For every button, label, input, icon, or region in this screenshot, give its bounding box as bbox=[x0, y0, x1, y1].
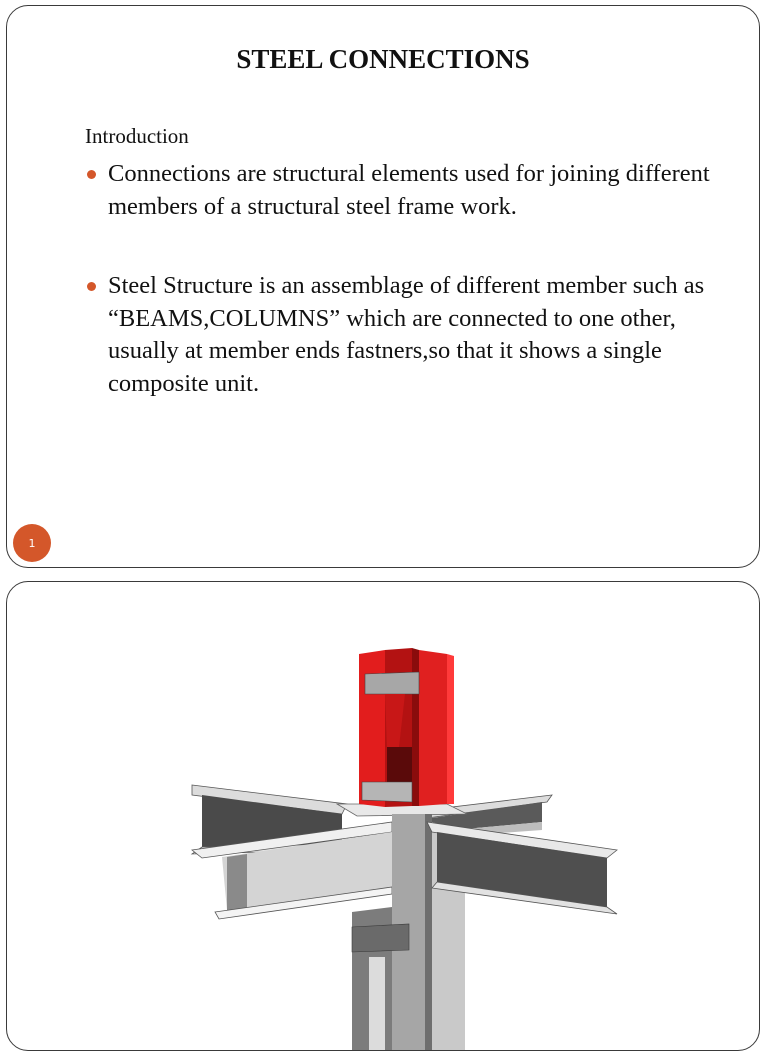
slide-number-badge: 1 bbox=[13, 524, 51, 562]
slide-title: STEEL CONNECTIONS bbox=[236, 44, 530, 74]
bullet-dot-icon bbox=[87, 282, 96, 291]
slide-subtitle: Introduction bbox=[85, 124, 189, 148]
bullet-dot-icon bbox=[87, 170, 96, 179]
bullet-item bbox=[85, 270, 745, 400]
bullet-text: Steel Structure is an assemblage of different member such as “BEAMS,COLUMNS” which are connected to one other, usually at member ends fastners,so that it shows a single composite unit. bbox=[108, 272, 705, 397]
slide-2 bbox=[6, 581, 760, 1051]
slide-1 bbox=[6, 5, 760, 568]
bullet-list bbox=[85, 158, 745, 400]
red-column bbox=[359, 648, 454, 807]
bullet-text: Connections are structural elements used for joining different members of a structural steel frame work. bbox=[108, 160, 710, 220]
bullet-item bbox=[85, 158, 745, 223]
steel-connection-illustration bbox=[7, 582, 760, 1051]
